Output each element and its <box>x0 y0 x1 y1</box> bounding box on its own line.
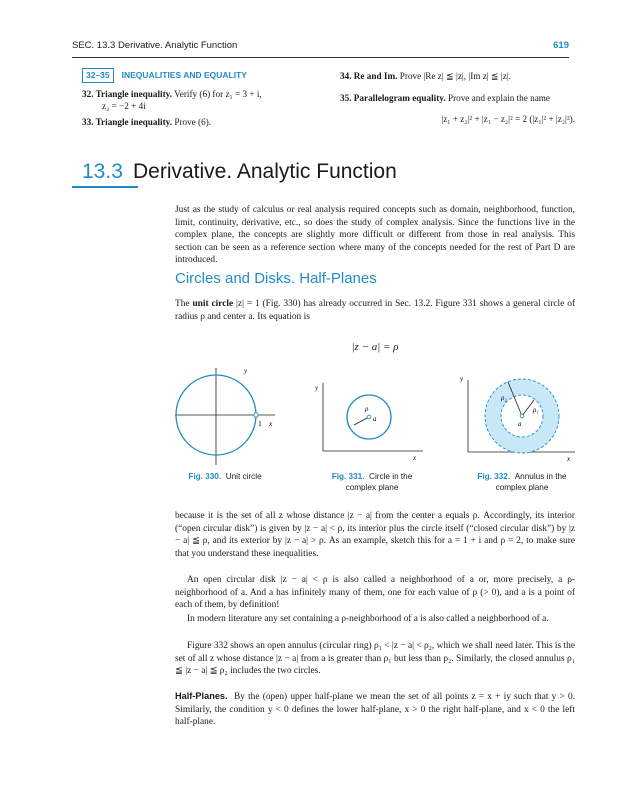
figure-332 <box>460 372 580 464</box>
fig332-caption-text2: complex plane <box>495 482 549 492</box>
header-rule <box>72 57 569 58</box>
fig331-a-label: a <box>373 415 377 423</box>
circles-paragraph <box>175 298 575 323</box>
half-planes-text: By the (open) upper half-plane we mean the set of all points z = x + iy such that y > 0. Similarly, the condition y < 0 defines the lower half-plane, x > 0 the right half-plane, and x < 0 the left half-plane. <box>175 692 576 728</box>
problem-32-text: Verify (6) for z₁ = 3 + i, <box>174 88 262 99</box>
fig332-rho2-label: ρ₂ <box>501 394 507 402</box>
fig330-caption <box>170 472 280 483</box>
fig332-center <box>520 414 524 418</box>
page-number: 619 <box>553 40 569 51</box>
section-title: Derivative. Analytic Function <box>133 160 397 183</box>
intro-paragraph: Just as the study of calculus or real analysis required concepts such as domain, neighborhood, function, limit, continuity, derivative, etc., so does the study of complex analysis. Since the functions live in the complex plane, the concepts are slightly more difficult or different from those in real analysis. This section can be seen as a reference section where many of the concepts needed for the rest of Part D are introduced. <box>175 205 575 266</box>
fig332-a-label: a <box>518 420 522 428</box>
figure-330 <box>170 365 280 470</box>
half-planes-label: Half-Planes. <box>175 691 228 701</box>
section-number: 13.3 <box>82 160 123 183</box>
fig332-number: Fig. 332. <box>477 472 511 481</box>
paragraph-modern: In modern literature any set containing a ρ-neighborhood of a is also called a neighborhood of a. <box>187 614 549 624</box>
problem-34-text: Prove |Re z| ≦ |z|, |Im z| ≦ |z|. <box>399 71 511 81</box>
problem-32-label: 32. Triangle inequality. <box>82 88 173 99</box>
fig331-x-label: x <box>413 454 417 462</box>
paragraph-half-planes <box>175 690 575 729</box>
fig331-rho-label: ρ <box>365 405 369 413</box>
fig331-caption-text: Circle in the <box>369 472 413 481</box>
figure-331 <box>315 378 425 463</box>
header-section: SEC. 13.3 Derivative. Analytic Function <box>72 40 238 51</box>
fig331-caption-text2: complex plane <box>345 482 399 492</box>
fig331-caption <box>312 472 432 493</box>
fig331-number: Fig. 331. <box>331 472 365 481</box>
fig330-number: Fig. 330. <box>188 472 222 481</box>
problem-35-text: Prove and explain the name <box>447 92 551 103</box>
fig331-y-label: y <box>315 384 319 392</box>
problem-34 <box>340 70 575 83</box>
subsection-title: Circles and Disks. Half-Planes <box>175 270 377 287</box>
fig332-rho1-label: ρ₁ <box>533 406 539 414</box>
fig332-caption-text: Annulus in the <box>514 472 567 481</box>
paragraph-annulus: Figure 332 shows an open annulus (circular ring) ρ₁ < |z − a| < ρ₂, which we shall need later. This is the set of all z whose distance |z − a| from a is greater than ρ₁ but less than ρ₂. Similarly, the closed annulus ρ₁ ≦ |z − a| ≦ ρ₂ includes the two circles. <box>175 641 575 677</box>
fig331-radius <box>354 417 369 425</box>
problem-35-label: 35. Parallelogram equality. <box>340 92 446 103</box>
circles-text-2: |z| = 1 (Fig. 330) has already occurred in Sec. 13.2. Figure 331 shows a general circle of radius ρ and center a. Its equation is <box>175 299 575 322</box>
problem-35 <box>340 92 575 105</box>
fig330-x-label: x <box>269 419 273 428</box>
fig330-y-label: y <box>244 367 248 375</box>
running-header <box>72 40 569 54</box>
fig330-caption-text: Unit circle <box>225 472 262 481</box>
problem-32 <box>82 88 322 113</box>
fig332-y-label: y <box>460 375 464 383</box>
circle-equation: |z − a| = ρ <box>351 341 399 353</box>
problems-left <box>82 68 322 128</box>
section-rule <box>72 186 138 188</box>
problem-35-equation: |z₁ + z₂|² + |z₁ − z₂|² = 2 (|z₁|² + |z₂|²). <box>441 114 575 124</box>
fig332-caption <box>462 472 582 493</box>
paragraph-because: because it is the set of all z whose distance |z − a| from the center a equals ρ. Accordingly, its interior (“open circular disk”) is given by |z − a| < ρ, its interior plus the circle itself (“closed circular disk”) by |z − a| ≦ ρ, and its exterior by |z − a| > ρ. As an example, sketch this for a = 1 + i and ρ = 2, to make sure that you understand these inequalities. <box>175 511 575 559</box>
problem-32-text2: z₂ = −2 + 4i <box>102 101 146 111</box>
fig331-center <box>367 415 371 419</box>
fig330-one-label: 1 <box>258 419 262 428</box>
paragraph-neighborhood: An open circular disk |z − a| < ρ is also called a neighborhood of a or, more precisely, a ρ-neighborhood of a. And a has infinitely many of them, one for each value of ρ (> 0), and a is a point of each of them, by definition! <box>175 575 575 611</box>
problem-33-text: Prove (6). <box>174 116 212 127</box>
problem-set-heading <box>82 68 322 83</box>
problem-range-tag: 32–35 <box>82 68 114 83</box>
circles-text-1: The <box>175 299 193 309</box>
problem-33-label: 33. Triangle inequality. <box>82 116 173 127</box>
problem-34-label: 34. Re and Im. <box>340 71 398 81</box>
fig330-point-one <box>254 413 258 417</box>
fig332-x-label: x <box>567 455 571 463</box>
unit-circle-term: unit circle <box>192 299 234 309</box>
problem-33 <box>82 116 322 129</box>
problems-right <box>340 70 575 126</box>
problem-set-title: INEQUALITIES AND EQUALITY <box>121 70 247 80</box>
